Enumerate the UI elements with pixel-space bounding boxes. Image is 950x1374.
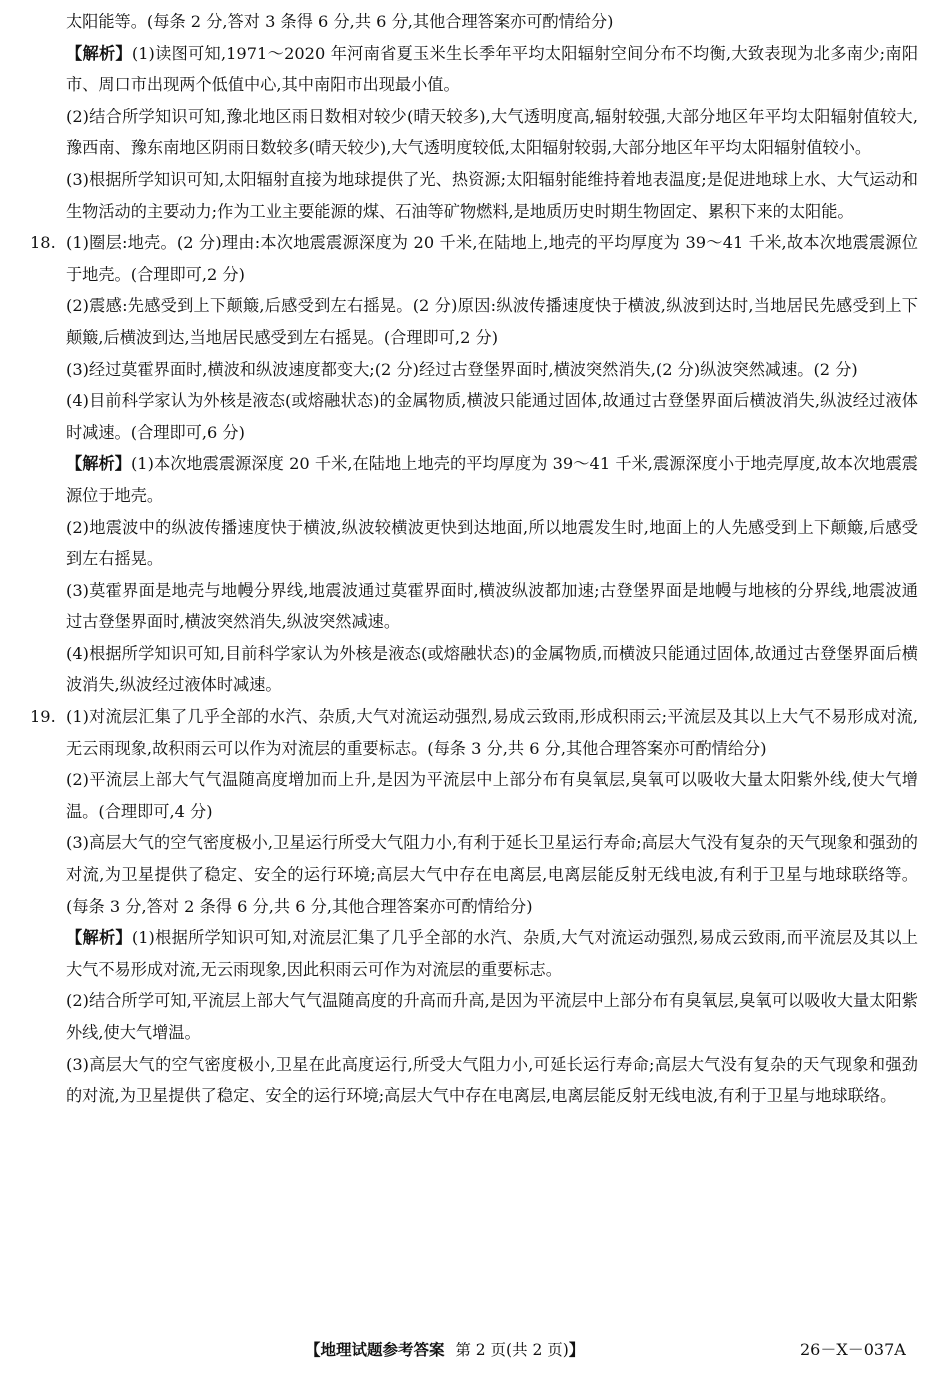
footer-title-open: 【地理试题参考答案 bbox=[305, 1341, 445, 1359]
q17-analysis-1 bbox=[30, 38, 918, 101]
page-footer bbox=[0, 1336, 950, 1364]
q18-analysis-3: (3)莫霍界面是地壳与地幔分界线,地震波通过莫霍界面时,横波纵波都加速;古登堡界面是地幔与地核的分界线,地震波通过古登堡界面时,横波突然消失,纵波突然减速。 bbox=[66, 580, 918, 632]
footer-title bbox=[305, 1336, 584, 1364]
q18-analysis-1 bbox=[30, 448, 918, 511]
q17-answer-tail: 太阳能等。(每条 2 分,答对 3 条得 6 分,共 6 分,其他合理答案亦可酌情给分) bbox=[66, 12, 614, 31]
footer-title-close: 】 bbox=[568, 1341, 585, 1359]
q18-answer-1 bbox=[30, 227, 918, 290]
q17-analysis-2: (2)结合所学知识可知,豫北地区雨日数相对较少(晴天较多),大气透明度高,辐射较强,大部分地区年平均太阳辐射值较大,豫西南、豫东南地区阴雨日数较多(晴天较少),大气透明度较低,太阳辐射较弱,大部分地区年平均太阳辐射值较小。 bbox=[66, 106, 918, 158]
q17-analysis-3: (3)根据所学知识可知,太阳辐射直接为地球提供了光、热资源;太阳辐射能维持着地表温度;是促进地球上水、大气运动和生物活动的主要动力;作为工业主要能源的煤、石油等矿物燃料,是地质历史时期生物固定、累积下来的太阳能。 bbox=[66, 169, 918, 221]
footer-code: 26－X－037A bbox=[800, 1340, 906, 1359]
analysis-tag: 【解析】 bbox=[66, 43, 132, 63]
answer-content bbox=[30, 6, 918, 1112]
q19-answer-1 bbox=[30, 701, 918, 764]
footer-page-number: 第 2 页(共 2 页) bbox=[455, 1341, 569, 1359]
q19-analysis-3: (3)高层大气的空气密度极小,卫星在此高度运行,所受大气阻力小,可延长运行寿命;高层大气没有复杂的天气现象和强劲的对流,为卫星提供了稳定、安全的运行环境;高层大气中存在电离层,电离层能反射无线电波,有利于卫星与地球联络。 bbox=[66, 1054, 918, 1106]
q17-analysis-1-text: (1)读图可知,1971～2020 年河南省夏玉米生长季年平均太阳辐射空间分布不均衡,大致表现为北多南少;南阳市、周口市出现两个低值中心,其中南阳市出现最小值。 bbox=[66, 43, 919, 95]
analysis-tag: 【解析】 bbox=[66, 928, 132, 948]
q18-analysis-4: (4)根据所学知识可知,目前科学家认为外核是液态(或熔融状态)的金属物质,而横波只能通过固体,故通过古登堡界面后横波消失,纵波经过液体时减速。 bbox=[66, 643, 918, 695]
q19-analysis-1 bbox=[30, 922, 918, 985]
analysis-tag: 【解析】 bbox=[66, 454, 131, 474]
q18-answer-1-text: (1)圈层:地壳。(2 分)理由:本次地震震源深度为 20 千米,在陆地上,地壳的平均厚度为 39～41 千米,故本次地震震源位于地壳。(合理即可,2 分) bbox=[66, 233, 918, 284]
q18-answer-3: (3)经过莫霍界面时,横波和纵波速度都变大;(2 分)经过古登堡界面时,横波突然消失,(2 分)纵波突然减速。(2 分) bbox=[66, 359, 858, 379]
q18-answer-4: (4)目前科学家认为外核是液态(或熔融状态)的金属物质,横波只能通过固体,故通过古登堡界面后横波消失,纵波经过液体时减速。(合理即可,6 分) bbox=[66, 391, 918, 442]
q18-number: 18. bbox=[30, 233, 56, 253]
q19-number: 19. bbox=[30, 707, 56, 727]
q19-answer-1-text: (1)对流层汇集了几乎全部的水汽、杂质,大气对流运动强烈,易成云致雨,形成积雨云;平流层及其以上大气不易形成对流,无云雨现象,故积雨云可以作为对流层的重要标志。(每条 3 分,共 6 分,其他合理答案亦可酌情给分) bbox=[66, 707, 918, 758]
q19-answer-2: (2)平流层上部大气气温随高度增加而上升,是因为平流层中上部分布有臭氧层,臭氧可以吸收大量太阳紫外线,使大气增温。(合理即可,4 分) bbox=[66, 770, 918, 821]
q19-analysis-2: (2)结合所学可知,平流层上部大气气温随高度的升高而升高,是因为平流层中上部分布有臭氧层,臭氧可以吸收大量太阳紫外线,使大气增温。 bbox=[66, 991, 918, 1042]
q18-answer-2: (2)震感:先感受到上下颠簸,后感受到左右摇晃。(2 分)原因:纵波传播速度快于横波,纵波到达时,当地居民先感受到上下颠簸,后横波到达,当地居民感受到左右摇晃。(合理即可,2 分) bbox=[66, 296, 918, 347]
q18-analysis-2: (2)地震波中的纵波传播速度快于横波,纵波较横波更快到达地面,所以地震发生时,地面上的人先感受到上下颠簸,后感受到左右摇晃。 bbox=[66, 517, 918, 569]
q19-answer-3: (3)高层大气的空气密度极小,卫星运行所受大气阻力小,有利于延长卫星运行寿命;高层大气没有复杂的天气现象和强劲的对流,为卫星提供了稳定、安全的运行环境;高层大气中存在电离层,电离层能反射无线电波,有利于卫星与地球联络等。(每条 3 分,答对 2 条得 6 分,共 6 分,其他合理答案亦可酌情给分) bbox=[66, 833, 918, 916]
q19-analysis-1-text: (1)根据所学知识可知,对流层汇集了几乎全部的水汽、杂质,大气对流运动强烈,易成云致雨,而平流层及其以上大气不易形成对流,无云雨现象,因此积雨云可作为对流层的重要标志。 bbox=[66, 928, 918, 979]
q18-analysis-1-text: (1)本次地震震源深度 20 千米,在陆地上地壳的平均厚度为 39～41 千米,震源深度小于地壳厚度,故本次地震震源位于地壳。 bbox=[66, 454, 918, 505]
